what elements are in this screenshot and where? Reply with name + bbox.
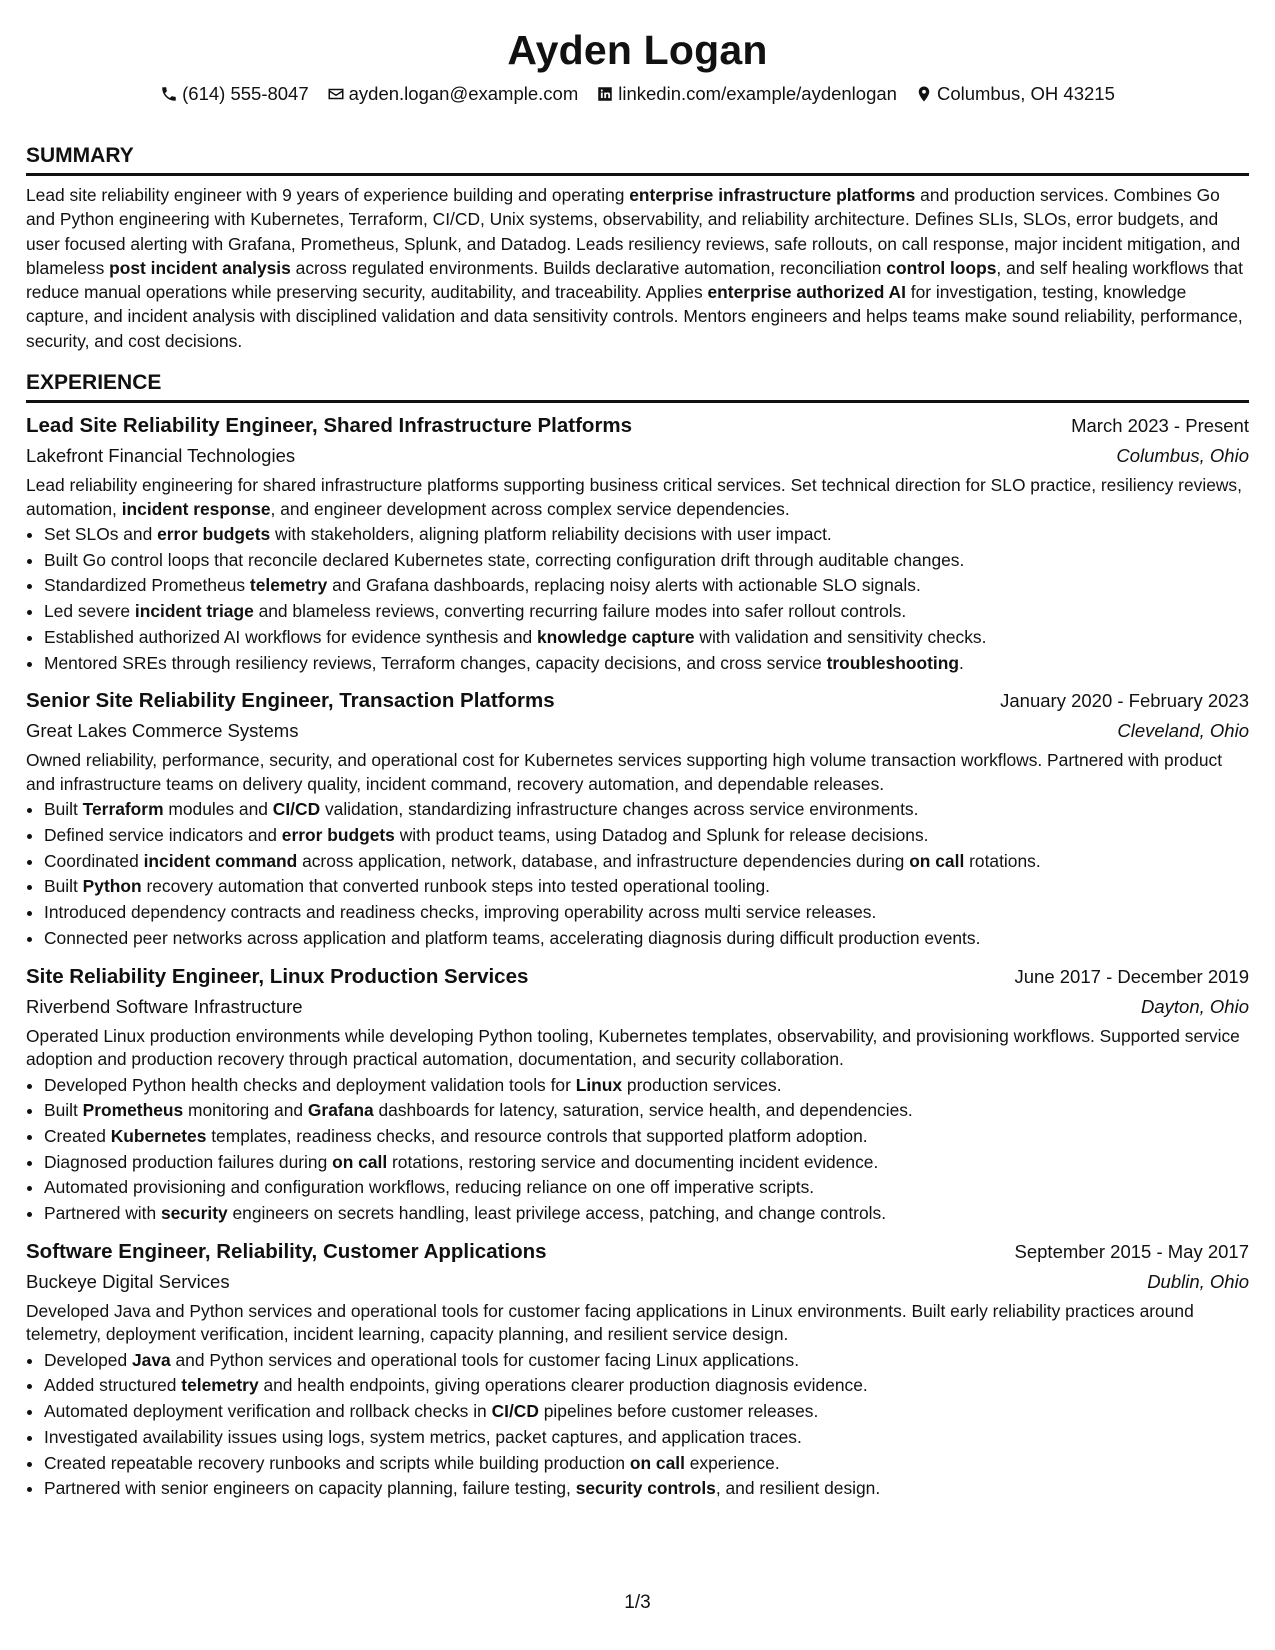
- job-entry: [26, 1237, 1249, 1502]
- bullet-item: [44, 1425, 1249, 1451]
- experience-heading: EXPERIENCE: [26, 371, 162, 395]
- bold-keyword: CI/CD: [272, 799, 321, 820]
- bullet-item: [44, 849, 1249, 875]
- text-run: Lead site reliability engineer with 9 years of experience building and operating: [26, 185, 630, 205]
- bullet-item: [44, 1201, 1249, 1227]
- bullet-item: [44, 625, 1249, 651]
- job-header-row: [26, 686, 1249, 716]
- text-run: Lead reliability engineering for shared infrastructure platforms supporting business critical services. Set technical direction for SLO practice, resiliency reviews, automation,: [26, 475, 1242, 519]
- job-entry: [26, 686, 1249, 951]
- bold-keyword: control loops: [886, 257, 997, 278]
- experience-list: [26, 411, 1249, 1502]
- text-run: Operated Linux production environments while developing Python tooling, Kubernetes templates, observability, and provisioning workflows. Supported service adoption and production recovery through practical automation, documentation, and security collaboration.: [26, 1025, 1240, 1070]
- text-run: recovery automation that converted runbook steps into tested operational tooling.: [141, 876, 770, 897]
- text-run: , and engineer development across complex service dependencies.: [270, 498, 790, 519]
- summary-divider: [26, 173, 1249, 176]
- text-run: Mentored SREs through resiliency reviews, Terraform changes, capacity decisions, and cross service: [44, 652, 827, 673]
- candidate-name: Ayden Logan: [507, 27, 768, 73]
- job-title: Software Engineer, Reliability, Customer Applications: [26, 1239, 547, 1263]
- job-company: Lakefront Financial Technologies: [26, 445, 296, 467]
- bold-keyword: Kubernetes: [110, 1125, 207, 1146]
- text-run: pipelines before customer releases.: [538, 1401, 819, 1422]
- text-run: Coordinated: [44, 850, 144, 871]
- contact-email[interactable]: [327, 82, 579, 106]
- job-location: Columbus, Ohio: [1116, 445, 1249, 467]
- bullet-item: [44, 797, 1249, 823]
- text-run: and Grafana dashboards, replacing noisy alerts with actionable SLO signals.: [327, 575, 921, 596]
- job-description: [26, 1300, 1249, 1347]
- text-run: Partnered with: [44, 1203, 161, 1224]
- bullet-item: [44, 573, 1249, 599]
- bold-keyword: error budgets: [281, 825, 395, 845]
- text-run: Led severe: [44, 601, 135, 622]
- bullet-item: [44, 823, 1249, 849]
- bold-keyword: telemetry: [249, 575, 328, 596]
- text-run: Built: [44, 876, 83, 897]
- phone-icon: [160, 85, 178, 103]
- contact-location: [915, 82, 1115, 106]
- text-run: Standardized Prometheus: [44, 575, 250, 596]
- bold-keyword: Grafana: [307, 1100, 374, 1121]
- text-run: Connected peer networks across application and platform teams, accelerating diagnosis during difficult production events.: [44, 927, 981, 948]
- text-run: Investigated availability issues using logs, system metrics, packet captures, and application traces.: [44, 1426, 802, 1447]
- job-company-row: [26, 716, 1249, 746]
- bullet-item: [44, 926, 1249, 952]
- linkedin-icon: [596, 85, 614, 103]
- bullet-item: [44, 900, 1249, 926]
- job-dates: June 2017 - December 2019: [1014, 965, 1249, 987]
- text-run: dashboards for latency, saturation, service health, and dependencies.: [373, 1100, 913, 1121]
- text-run: .: [958, 652, 964, 673]
- job-description: [26, 749, 1249, 796]
- job-header-row: [26, 411, 1249, 441]
- text-run: , and self healing workflows that reduce manual operations while preserving security, auditability, and traceability. Applies: [26, 257, 1243, 303]
- job-entry: [26, 411, 1249, 676]
- text-run: Partnered with senior engineers on capacity planning, failure testing,: [44, 1478, 576, 1499]
- bullet-item: [44, 1476, 1249, 1502]
- job-company-row: [26, 441, 1249, 471]
- bold-keyword: incident triage: [134, 601, 254, 622]
- bold-keyword: knowledge capture: [537, 626, 695, 647]
- text-run: with validation and sensitivity checks.: [694, 626, 987, 647]
- phone-text: (614) 555-8047: [182, 83, 309, 104]
- contact-phone: [160, 82, 309, 106]
- text-run: Automated provisioning and configuration workflows, reducing reliance on one off imperative scripts.: [44, 1177, 815, 1198]
- job-company-row: [26, 1267, 1249, 1297]
- bold-keyword: Terraform: [82, 799, 164, 820]
- text-run: across application, network, database, and infrastructure dependencies during: [297, 850, 910, 871]
- bold-keyword: post incident analysis: [109, 257, 291, 278]
- text-run: Built: [44, 799, 83, 820]
- text-run: Developed Python health checks and deployment validation tools for: [44, 1074, 576, 1095]
- text-run: Defined service indicators and: [44, 825, 282, 845]
- text-run: production services.: [622, 1074, 782, 1095]
- text-run: rotations.: [964, 850, 1041, 871]
- bullet-item: [44, 874, 1249, 900]
- location-text: Columbus, OH 43215: [936, 83, 1115, 104]
- bold-keyword: Java: [131, 1349, 171, 1370]
- bold-keyword: Linux: [575, 1074, 623, 1095]
- text-run: with product teams, using Datadog and Splunk for release decisions.: [394, 825, 929, 845]
- job-dates: March 2023 - Present: [1071, 415, 1249, 437]
- bullet-item: [44, 1399, 1249, 1425]
- text-run: across regulated environments. Builds declarative automation, reconciliation: [290, 257, 887, 278]
- job-description: [26, 474, 1249, 521]
- text-run: experience.: [684, 1452, 780, 1473]
- bold-keyword: on call: [629, 1452, 685, 1473]
- bold-keyword: CI/CD: [491, 1401, 539, 1422]
- bullet-item: [44, 1451, 1249, 1477]
- job-location: Dublin, Ohio: [1147, 1270, 1249, 1292]
- job-bullets: [26, 1073, 1249, 1227]
- job-company: Riverbend Software Infrastructure: [26, 995, 303, 1017]
- text-run: Developed Java and Python services and operational tools for customer facing applications in Linux environments. Built early reliability practices around telemetry, deployment verification, incident learning, capacity planning, and resilient service design.: [26, 1300, 1194, 1345]
- text-run: Built: [44, 1100, 83, 1121]
- text-run: Owned reliability, performance, security, and operational cost for Kubernetes services supporting high volume transaction workflows. Partnered with product and infrastructure teams on delivery quality, incident command, recovery automation, and dependable releases.: [26, 750, 1223, 794]
- bullet-item: [44, 1150, 1249, 1176]
- text-run: rotations, restoring service and documenting incident evidence.: [387, 1151, 879, 1172]
- envelope-icon: [327, 85, 345, 103]
- job-dates: September 2015 - May 2017: [1014, 1240, 1249, 1262]
- text-run: and production services. Combines Go and Python engineering with Kubernetes, Terraform, CI/CD, Unix systems, observability, and reliability architecture. Defines SLIs, SLOs, error budgets, and user focused alerting with Grafana, Prometheus, Splunk, and Datadog. Leads resiliency reviews, safe rollouts, on call response, major incident mitigation, and blameless: [26, 185, 1241, 278]
- text-run: Diagnosed production failures during: [44, 1151, 333, 1172]
- bullet-item: [44, 1098, 1249, 1124]
- map-pin-icon: [915, 85, 933, 103]
- bullet-item: [44, 1073, 1249, 1099]
- text-run: Created: [44, 1125, 111, 1146]
- job-title: Lead Site Reliability Engineer, Shared Infrastructure Platforms: [26, 414, 633, 438]
- job-title: Senior Site Reliability Engineer, Transaction Platforms: [26, 689, 555, 713]
- text-run: Established authorized AI workflows for evidence synthesis and: [44, 626, 538, 647]
- bold-keyword: security controls: [575, 1478, 716, 1499]
- text-run: , and resilient design.: [715, 1478, 881, 1499]
- bold-keyword: on call: [909, 850, 965, 871]
- text-run: monitoring and: [183, 1100, 308, 1121]
- bullet-item: [44, 1175, 1249, 1201]
- bold-keyword: error budgets: [157, 524, 271, 545]
- text-run: modules and: [163, 799, 273, 820]
- bold-keyword: telemetry: [181, 1375, 259, 1396]
- bullet-item: [44, 651, 1249, 677]
- contact-bar: [26, 82, 1249, 106]
- bold-keyword: security: [160, 1203, 228, 1224]
- job-entry: [26, 962, 1249, 1227]
- email-text[interactable]: ayden.logan@example.com: [348, 83, 579, 104]
- bullet-item: [44, 1348, 1249, 1374]
- bold-keyword: enterprise authorized AI: [707, 282, 906, 303]
- bold-keyword: Prometheus: [82, 1100, 184, 1121]
- text-run: templates, readiness checks, and resource controls that supported platform adoption.: [206, 1125, 868, 1146]
- text-run: and blameless reviews, converting recurring failure modes into safer rollout controls.: [253, 601, 907, 622]
- bold-keyword: Python: [82, 876, 142, 897]
- summary-text: [26, 183, 1249, 353]
- job-header-row: [26, 962, 1249, 992]
- experience-divider: [26, 400, 1249, 403]
- bullet-item: [44, 548, 1249, 574]
- bullet-item: [44, 1373, 1249, 1399]
- job-company: Buckeye Digital Services: [26, 1270, 230, 1292]
- text-run: Introduced dependency contracts and readiness checks, improving operability across multi service releases.: [44, 902, 877, 923]
- bold-keyword: incident command: [143, 850, 298, 871]
- text-run: engineers on secrets handling, least privilege access, patching, and change controls.: [227, 1203, 887, 1224]
- job-bullets: [26, 797, 1249, 951]
- text-run: Created repeatable recovery runbooks and scripts while building production: [44, 1452, 630, 1473]
- text-run: Developed: [44, 1349, 132, 1370]
- text-run: Set SLOs and: [44, 524, 158, 545]
- job-title: Site Reliability Engineer, Linux Production Services: [26, 964, 529, 988]
- job-description: [26, 1025, 1249, 1072]
- linkedin-text[interactable]: linkedin.com/example/aydenlogan: [618, 83, 897, 104]
- resume-page: [26, 0, 1249, 1502]
- page-number: 1/3: [624, 1592, 651, 1613]
- text-run: Added structured: [44, 1375, 182, 1396]
- bold-keyword: on call: [332, 1151, 388, 1172]
- bullet-item: [44, 1124, 1249, 1150]
- job-company: Great Lakes Commerce Systems: [26, 720, 299, 742]
- bold-keyword: incident response: [121, 498, 271, 519]
- job-location: Cleveland, Ohio: [1117, 720, 1249, 742]
- contact-linkedin[interactable]: [596, 82, 897, 106]
- job-header-row: [26, 1237, 1249, 1267]
- bullet-item: [44, 522, 1249, 548]
- text-run: for investigation, testing, knowledge capture, and incident analysis with disciplined validation and data sensitivity controls. Mentors engineers and helps teams make sound reliability, performance, security, and cost decisions.: [26, 282, 1243, 351]
- job-bullets: [26, 522, 1249, 676]
- text-run: and health endpoints, giving operations clearer production diagnosis evidence.: [258, 1375, 868, 1396]
- bold-keyword: enterprise infrastructure platforms: [629, 185, 916, 205]
- text-run: validation, standardizing infrastructure changes across service environments.: [320, 799, 919, 820]
- text-run: Automated deployment verification and rollback checks in: [44, 1401, 492, 1422]
- job-company-row: [26, 992, 1249, 1022]
- text-run: Built Go control loops that reconcile declared Kubernetes state, correcting configuration drift through auditable changes.: [44, 549, 965, 570]
- job-bullets: [26, 1348, 1249, 1502]
- bold-keyword: troubleshooting: [826, 652, 959, 673]
- job-dates: January 2020 - February 2023: [1000, 690, 1249, 712]
- summary-heading: SUMMARY: [26, 144, 134, 167]
- job-location: Dayton, Ohio: [1141, 995, 1249, 1017]
- text-run: with stakeholders, aligning platform reliability decisions with user impact.: [270, 524, 832, 545]
- text-run: and Python services and operational tools for customer facing Linux applications.: [170, 1349, 800, 1370]
- bullet-item: [44, 599, 1249, 625]
